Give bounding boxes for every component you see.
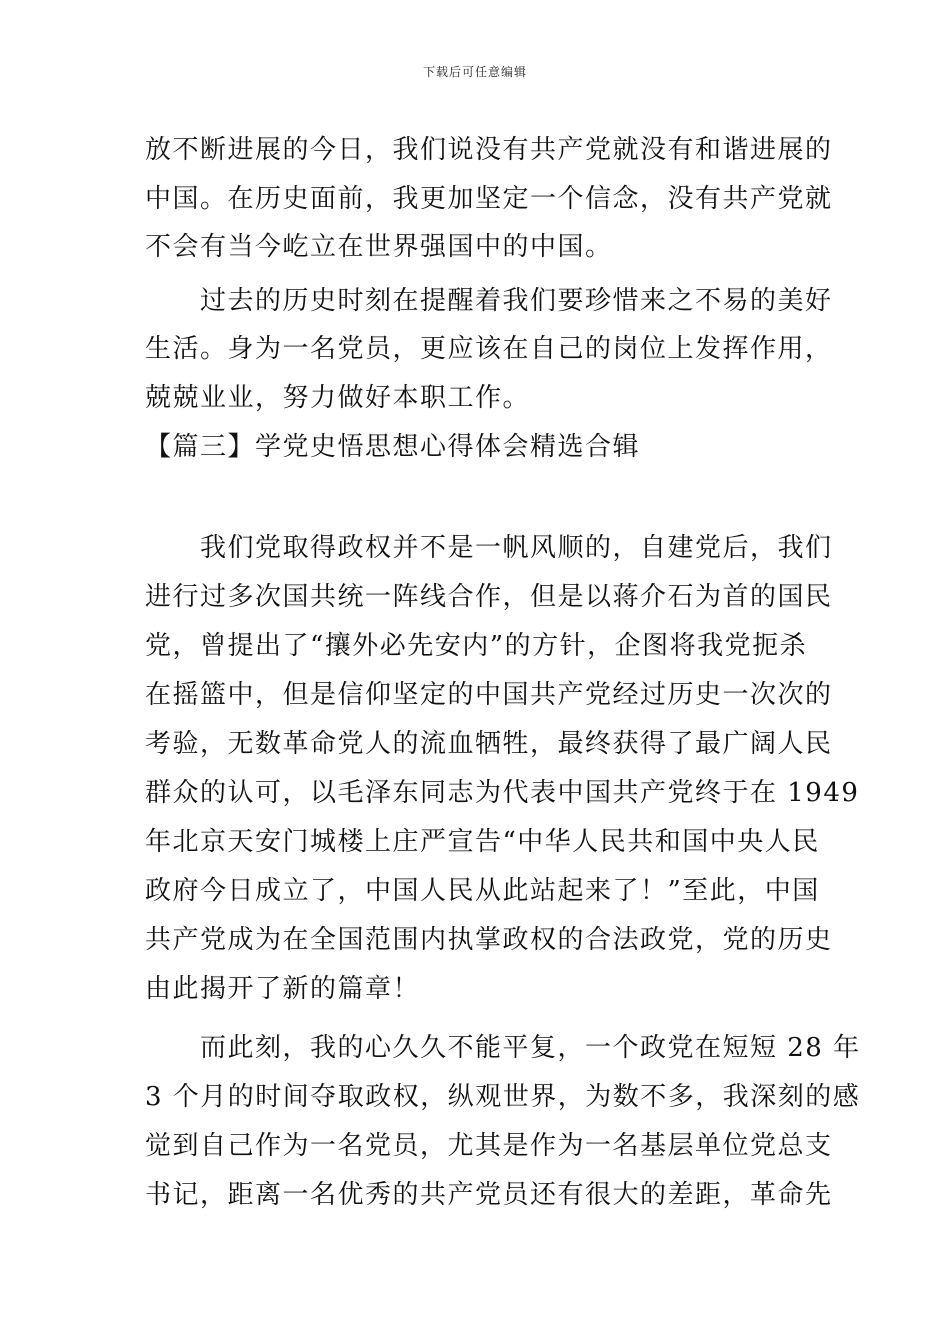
text-line: 群众的认可，以毛泽东同志为代表中国共产党终于在 1949 [145, 778, 860, 808]
section-heading: 【篇三】学党史悟思想心得体会精选合辑 [145, 432, 641, 462]
text-line: 共产党成为在全国范围内执掌政权的合法政党，党的历史 [145, 925, 833, 955]
text-line: 党，曾提出了“攘外必先安内”的方针，企图将我党扼杀 [145, 631, 808, 661]
text-line: 放不断进展的今日，我们说没有共产党就没有和谐进展的 [145, 135, 833, 165]
text-line: 政府今日成立了，中国人民从此站起来了！”至此，中国 [145, 876, 820, 906]
text-line: 在摇篮中，但是信仰坚定的中国共产党经过历史一次次的 [145, 680, 833, 710]
text-line: 生活。身为一名党员，更应该在自己的岗位上发挥作用， [145, 334, 833, 364]
text-line: 进行过多次国共统一阵线合作，但是以蒋介石为首的国民 [145, 582, 833, 612]
page-header: 下载后可任意编辑 [422, 65, 527, 79]
text-line: 年北京天安门城楼上庄严宣告“中华人民共和国中央人民 [145, 827, 820, 857]
text-line: 书记，距离一名优秀的共产党员还有很大的差距，革命先 [145, 1180, 833, 1210]
text-line: 过去的历史时刻在提醒着我们要珍惜来之不易的美好 [145, 286, 833, 316]
text-line: 考验，无数革命党人的流血牺牲，最终获得了最广阔人民 [145, 729, 833, 759]
text-line: 觉到自己作为一名党员，尤其是作为一名基层单位党总支 [145, 1131, 833, 1161]
text-line: 3 个月的时间夺取政权，纵观世界，为数不多，我深刻的感 [145, 1082, 861, 1112]
text-line: 不会有当今屹立在世界强国中的中国。 [145, 232, 613, 262]
text-line: 由此揭开了新的篇章！ [145, 974, 421, 1004]
text-line: 兢兢业业，努力做好本职工作。 [145, 383, 531, 413]
text-line: 我们党取得政权并不是一帆风顺的，自建党后，我们 [145, 533, 833, 563]
text-line: 中国。在历史面前，我更加坚定一个信念，没有共产党就 [145, 184, 833, 214]
text-line: 而此刻，我的心久久不能平复，一个政党在短短 28 年 [145, 1033, 861, 1063]
